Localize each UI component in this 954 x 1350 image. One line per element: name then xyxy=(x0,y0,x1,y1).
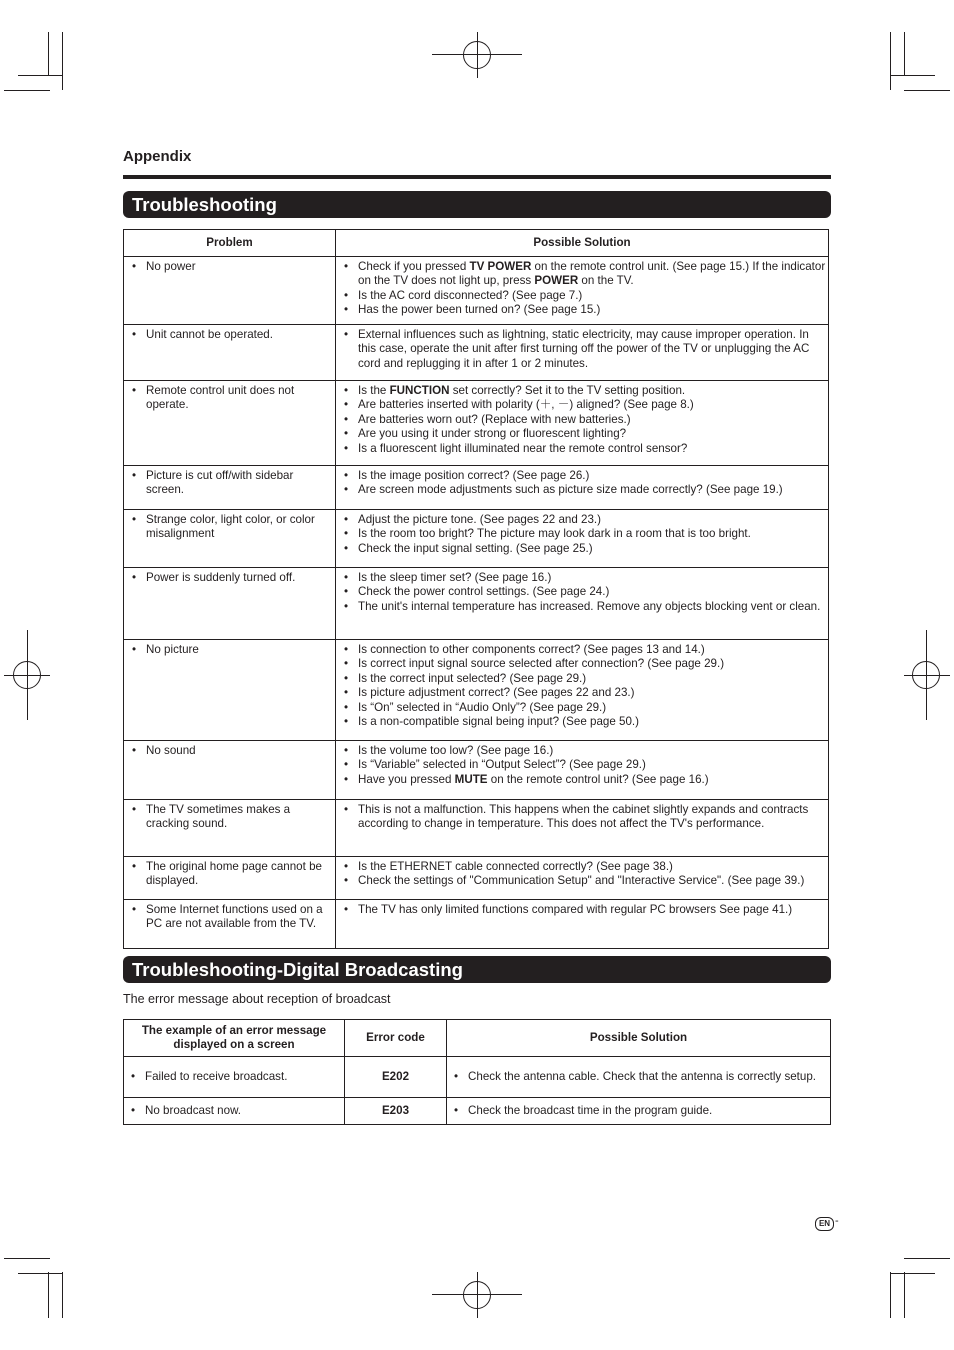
troubleshooting-table xyxy=(123,229,829,949)
solution-text: Adjust the picture tone. (See pages 22 and 23.) xyxy=(358,513,601,526)
problem-cell xyxy=(124,381,336,466)
error-message-text: • Failed to receive broadcast. xyxy=(131,1070,338,1084)
solution-item xyxy=(344,686,826,700)
problem-header: Problem xyxy=(124,230,336,257)
solution-text: on the remote control unit. (See page 15.) If the indicator on the TV does not light up, press xyxy=(358,260,826,288)
solution-text: Are batteries worn out? (Replace with new batteries.) xyxy=(358,412,631,426)
problem-text: • Unit cannot be operated. xyxy=(132,328,330,342)
solution-text: Are you using it under strong or fluorescent lighting? xyxy=(358,427,627,441)
solution-text: Check the input signal setting. (See page 25.) xyxy=(358,541,593,555)
solution-item xyxy=(344,513,826,527)
header-rule xyxy=(123,175,831,179)
solution-item xyxy=(344,600,826,614)
table-row xyxy=(124,857,829,900)
solution-text: Is correct input signal source selected after connection? (See page 29.) xyxy=(358,657,725,671)
solution-cell xyxy=(336,466,829,510)
dtv-solution-header: Possible Solution xyxy=(447,1020,831,1057)
problem-cell xyxy=(124,857,336,900)
solution-text: Is the AC cord disconnected? (See page 7.) xyxy=(358,288,583,302)
solution-item xyxy=(344,643,826,657)
solution-text: Is connection to other components correct? (See pages 13 and 14.) xyxy=(358,643,705,656)
problem-list xyxy=(132,513,330,542)
solution-text: Has the power been turned on? (See page 15.) xyxy=(358,303,601,317)
problem-text: • The original home page cannot be displayed. xyxy=(132,860,330,889)
solution-item xyxy=(344,803,826,832)
solution-list xyxy=(344,469,826,498)
solution-text: set correctly? Set it to the TV setting position. xyxy=(449,384,686,397)
solution-header: Possible Solution xyxy=(336,230,829,257)
solution-text: This is not a malfunction. This happens when the cabinet slightly expands and contracts according to change in temperature. This does not affect the TV's performance. xyxy=(358,803,809,831)
solution-item xyxy=(344,571,826,585)
problem-cell xyxy=(124,741,336,800)
solution-text: Is a fluorescent light illuminated near the remote control sensor? xyxy=(358,441,688,455)
solution-text: Are batteries inserted with polarity (＋, －) aligned? (See page 8.) xyxy=(358,398,694,412)
problem-cell xyxy=(124,466,336,510)
solution-list xyxy=(344,643,826,729)
solution-text: Are screen mode adjustments such as picture size made correctly? (See page 19.) xyxy=(358,483,783,497)
solution-text: The unit's internal temperature has increased. Remove any objects blocking vent or clean. xyxy=(358,599,821,613)
problem-text: • Remote control unit does not operate. xyxy=(132,384,330,413)
dtv-solution-list xyxy=(454,1070,824,1084)
problem-list xyxy=(132,469,330,498)
solution-text: Is picture adjustment correct? (See pages 22 and 23.) xyxy=(358,686,635,700)
table-row xyxy=(124,510,829,568)
problem-cell xyxy=(124,257,336,325)
solution-cell xyxy=(336,257,829,325)
solution-item xyxy=(344,384,826,398)
solution-list xyxy=(344,513,826,556)
button-name-emphasis: POWER xyxy=(534,274,579,288)
problem-text: • Picture is cut off/with sidebar screen. xyxy=(132,469,330,498)
solution-text: Check the power control settings. (See page 24.) xyxy=(358,585,610,599)
section-header: Appendix xyxy=(123,148,192,165)
solution-item xyxy=(344,413,826,427)
table-row xyxy=(124,325,829,381)
solution-text: Is the room too bright? The picture may look dark in a room that is too bright. xyxy=(358,527,751,541)
error-message-header: The example of an error message displayed on a screen xyxy=(124,1020,345,1057)
solution-item xyxy=(344,328,826,371)
solution-text: Is a non-compatible signal being input? (See page 50.) xyxy=(358,715,640,729)
dtv-solution-text: • Check the antenna cable. Check that the antenna is correctly setup. xyxy=(454,1070,824,1084)
table-row xyxy=(124,1098,831,1125)
solution-cell xyxy=(336,900,829,949)
table-row xyxy=(124,640,829,741)
table-row xyxy=(124,466,829,510)
problem-list xyxy=(132,571,330,585)
table-row xyxy=(124,1057,831,1098)
error-code-rows xyxy=(124,1057,831,1125)
solution-cell xyxy=(336,510,829,568)
error-message-cell xyxy=(124,1057,345,1098)
digital-intro-text: The error message about reception of broadcast xyxy=(123,992,391,1006)
problem-cell xyxy=(124,900,336,949)
table-row xyxy=(124,568,829,640)
solution-item xyxy=(344,657,826,671)
problem-list xyxy=(132,260,330,274)
solution-item xyxy=(344,744,826,758)
solution-item xyxy=(344,585,826,599)
solution-text: Have you pressed xyxy=(358,772,455,786)
solution-item xyxy=(344,483,826,497)
solution-list xyxy=(344,803,826,832)
problem-text: • The TV sometimes makes a cracking sound. xyxy=(132,803,330,832)
troubleshooting-title: Troubleshooting xyxy=(123,191,831,218)
solution-text: Check the settings of "Communication Setup" and "Interactive Service". (See page 39.) xyxy=(358,874,805,888)
solution-text: Is “Variable” selected in “Output Select”? (See page 29.) xyxy=(358,758,646,772)
problem-cell xyxy=(124,800,336,857)
dtv-solution-cell xyxy=(447,1098,831,1125)
solution-text: Is the sleep timer set? (See page 16.) xyxy=(358,571,552,584)
table-row xyxy=(124,900,829,949)
solution-text: Is the image position correct? (See page 26.) xyxy=(358,469,590,482)
solution-text: The TV has only limited functions compared with regular PC browsers See page 41.) xyxy=(358,903,793,916)
solution-text: Is “On” selected in “Audio Only”? (See page 29.) xyxy=(358,700,607,714)
table-row xyxy=(124,257,829,325)
solution-text: Is the ETHERNET cable connected correctly? (See page 38.) xyxy=(358,860,673,873)
table-row xyxy=(124,741,829,800)
solution-cell xyxy=(336,800,829,857)
error-message-cell xyxy=(124,1098,345,1125)
problem-list xyxy=(132,860,330,889)
solution-text: Is the xyxy=(358,384,390,397)
problem-cell xyxy=(124,510,336,568)
solution-item xyxy=(344,398,826,412)
problem-cell xyxy=(124,640,336,741)
error-code-cell: E202 xyxy=(345,1057,447,1098)
problem-cell xyxy=(124,325,336,381)
problem-list xyxy=(132,744,330,758)
problem-list xyxy=(132,384,330,413)
solution-item xyxy=(344,289,826,303)
solution-item xyxy=(344,701,826,715)
page-number-dash: - xyxy=(835,1215,839,1227)
solution-item xyxy=(344,758,826,772)
table-row xyxy=(124,800,829,857)
solution-list xyxy=(344,744,826,787)
dtv-solution-text: • Check the broadcast time in the program guide. xyxy=(454,1104,824,1118)
error-message-list xyxy=(131,1104,338,1118)
troubleshooting-rows xyxy=(124,257,829,949)
solution-list xyxy=(344,328,826,371)
error-code-cell: E203 xyxy=(345,1098,447,1125)
solution-text: External influences such as lightning, static electricity, may cause improper operation. In this case, operate the unit after first turning off the power of the TV or unplugging the AC cord and replugging it in after 1 or 2 minutes. xyxy=(358,328,810,370)
language-badge: EN xyxy=(815,1217,834,1231)
problem-list xyxy=(132,328,330,342)
button-name-emphasis: FUNCTION xyxy=(389,384,450,397)
solution-cell xyxy=(336,325,829,381)
solution-item xyxy=(344,715,826,729)
problem-list xyxy=(132,903,330,932)
solution-list xyxy=(344,860,826,889)
problem-text: • Some Internet functions used on a PC are not available from the TV. xyxy=(132,903,330,932)
solution-item xyxy=(344,773,826,787)
solution-item xyxy=(344,672,826,686)
button-name-emphasis: MUTE xyxy=(454,772,488,786)
error-code-table xyxy=(123,1019,831,1125)
solution-item xyxy=(344,260,826,289)
solution-list xyxy=(344,571,826,614)
error-message-text: • No broadcast now. xyxy=(131,1104,338,1118)
digital-broadcasting-title: Troubleshooting-Digital Broadcasting xyxy=(123,956,831,983)
solution-item xyxy=(344,303,826,317)
problem-text: • Strange color, light color, or color misalignment xyxy=(132,513,330,542)
solution-item xyxy=(344,860,826,874)
solution-item xyxy=(344,469,826,483)
solution-item xyxy=(344,527,826,541)
solution-text: Is the correct input selected? (See page 29.) xyxy=(358,671,587,685)
table-row xyxy=(124,381,829,466)
problem-cell xyxy=(124,568,336,640)
solution-list xyxy=(344,260,826,318)
dtv-solution-list xyxy=(454,1104,824,1118)
problem-list xyxy=(132,803,330,832)
solution-item xyxy=(344,442,826,456)
solution-list xyxy=(344,903,826,917)
solution-item xyxy=(344,903,826,917)
solution-cell xyxy=(336,568,829,640)
problem-text: • No picture xyxy=(132,643,330,657)
problem-text: • Power is suddenly turned off. xyxy=(132,571,330,585)
solution-cell xyxy=(336,381,829,466)
error-message-list xyxy=(131,1070,338,1084)
solution-item xyxy=(344,542,826,556)
solution-list xyxy=(344,384,826,456)
solution-cell xyxy=(336,857,829,900)
solution-item xyxy=(344,427,826,441)
problem-list xyxy=(132,643,330,657)
solution-text: Is the volume too low? (See page 16.) xyxy=(358,744,554,757)
dtv-solution-cell xyxy=(447,1057,831,1098)
button-name-emphasis: TV POWER xyxy=(469,260,532,273)
solution-text: on the TV. xyxy=(578,274,634,288)
error-code-header: Error code xyxy=(345,1020,447,1057)
solution-cell xyxy=(336,741,829,800)
solution-item xyxy=(344,874,826,888)
solution-cell xyxy=(336,640,829,741)
solution-text: Check if you pressed xyxy=(358,260,470,273)
problem-text: • No power xyxy=(132,260,330,274)
problem-text: • No sound xyxy=(132,744,330,758)
solution-text: on the remote control unit? (See page 16.) xyxy=(487,772,709,786)
